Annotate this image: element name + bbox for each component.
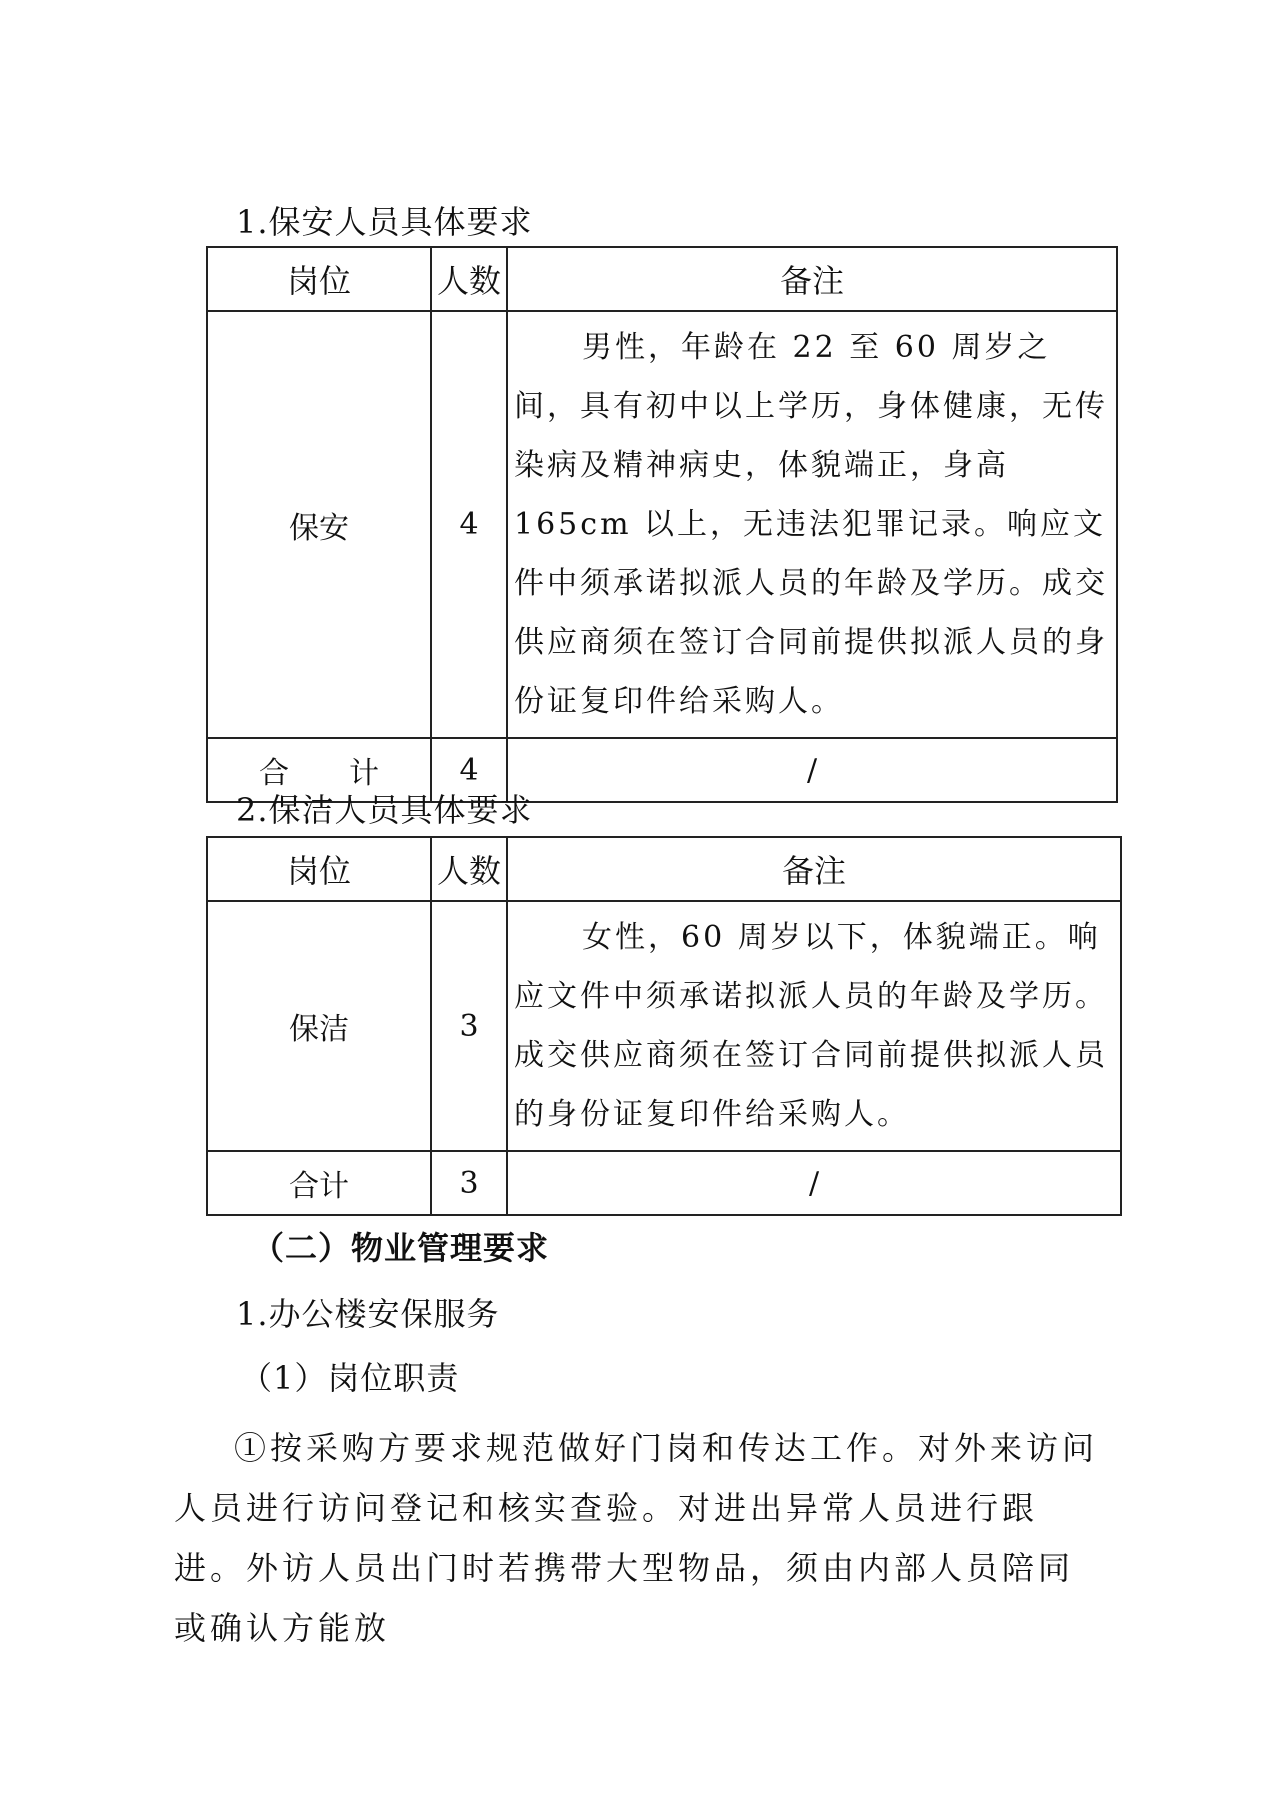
section-title-security: 1.保安人员具体要求 [236, 203, 533, 241]
total-note: / [507, 738, 1117, 802]
header-post: 岗位 [207, 837, 431, 901]
section-title-cleaning: 2.保洁人员具体要求 [236, 791, 533, 829]
table-row [207, 901, 1121, 1151]
total-count: 4 [431, 738, 507, 802]
cleaning-requirements-table [206, 836, 1122, 1216]
duties-paragraph: ①按采购方要求规范做好门岗和传达工作。对外来访问人员进行访问登记和核实查验。对进出异常人员进行跟进。外访人员出门时若携带大型物品，须由内部人员陪同或确认方能放 [174, 1429, 1099, 1647]
header-post: 岗位 [207, 247, 431, 311]
section-title-property: （二）物业管理要求 [252, 1229, 550, 1267]
note-cell: 女性，60 周岁以下，体貌端正。响应文件中须承诺拟派人员的年龄及学历。成交供应商须在签订合同前提供拟派人员的身份证复印件给采购人。 [507, 901, 1121, 1151]
total-count: 3 [431, 1151, 507, 1215]
total-note: / [507, 1151, 1121, 1215]
count-cell: 3 [431, 901, 507, 1151]
security-requirements-table [206, 246, 1118, 803]
note-cell: 男性，年龄在 22 至 60 周岁之间，具有初中以上学历，身体健康，无传染病及精神病史，体貌端正，身高165cm 以上，无违法犯罪记录。响应文件中须承诺拟派人员的年龄及学历。成交供应商须在签订合同前提供拟派人员的身份证复印件给采购人。 [507, 311, 1117, 738]
post-cell: 保安 [207, 311, 431, 738]
total-row [207, 1151, 1121, 1215]
subsection-title-duties: （1）岗位职责 [240, 1359, 460, 1397]
count-cell: 4 [431, 311, 507, 738]
table-header-row [207, 837, 1121, 901]
header-count: 人数 [431, 837, 507, 901]
header-note: 备注 [507, 837, 1121, 901]
total-label: 合计 [207, 1151, 431, 1215]
header-count: 人数 [431, 247, 507, 311]
total-label: 合 计 [207, 738, 431, 802]
table-row [207, 311, 1117, 738]
header-note: 备注 [507, 247, 1117, 311]
table-header-row [207, 247, 1117, 311]
post-cell: 保洁 [207, 901, 431, 1151]
subsection-title-office-security: 1.办公楼安保服务 [236, 1295, 500, 1333]
